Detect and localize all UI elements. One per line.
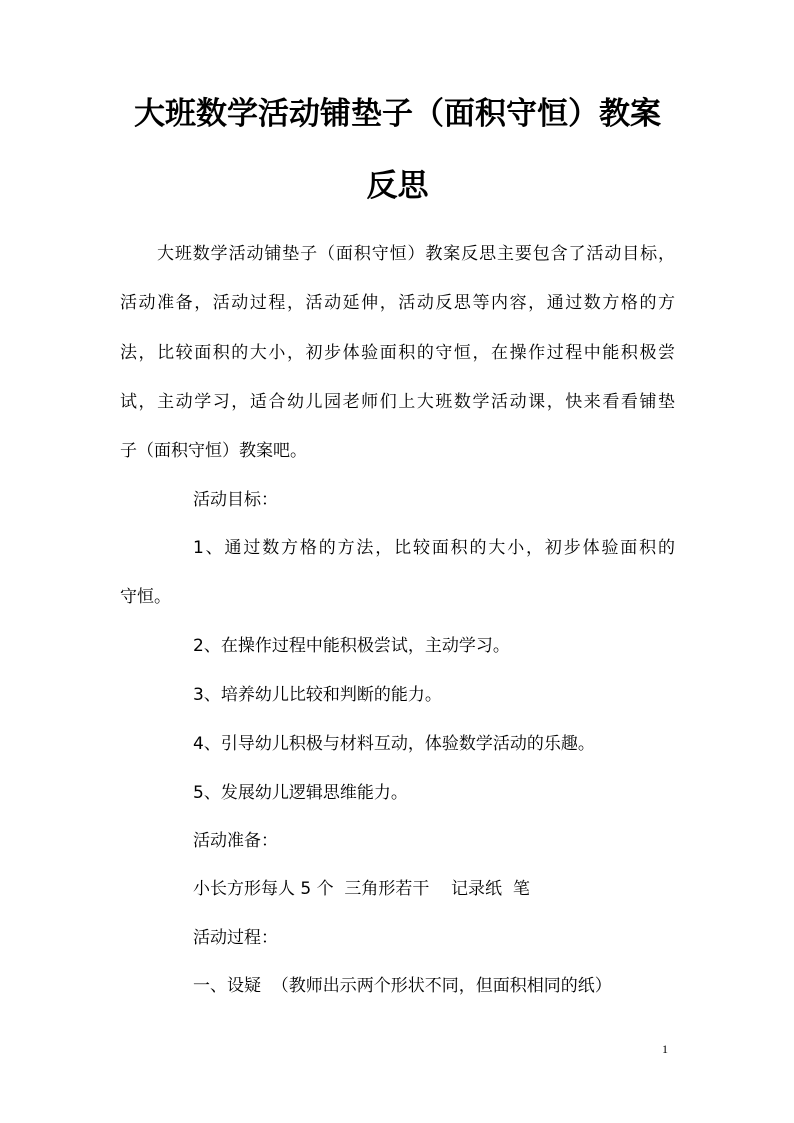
page-number: 1 (662, 1042, 668, 1056)
goal-1-line-1: 1、通过数方格的方法，比较面积的大小，初步体验面积的 (193, 538, 675, 558)
prep-items: 小长方形每人 5 个 三角形若干 记录纸 笔 (193, 879, 530, 899)
goal-5: 5、发展幼儿逻辑思维能力。 (193, 783, 408, 803)
intro-line-1: 大班数学活动铺垫子（面积守恒）教案反思主要包含了活动目标， (157, 244, 675, 264)
document-title-line-2: 反思 (366, 168, 429, 204)
process-step-1: 一、设疑 （教师出示两个形状不同，但面积相同的纸） (193, 976, 612, 996)
goal-4: 4、引导幼儿积极与材料互动，体验数学活动的乐趣。 (193, 734, 595, 754)
goals-heading: 活动目标： (193, 490, 278, 510)
intro-line-3: 法，比较面积的大小，初步体验面积的守恒，在操作过程中能积极尝 (120, 343, 675, 363)
prep-heading: 活动准备： (193, 831, 278, 851)
intro-line-2: 活动准备，活动过程，活动延伸，活动反思等内容，通过数方格的方 (120, 293, 675, 313)
goal-3: 3、培养幼儿比较和判断的能力。 (193, 685, 442, 705)
document-title-line-1: 大班数学活动铺垫子（面积守恒）教案 (134, 96, 661, 132)
goal-2: 2、在操作过程中能积极尝试，主动学习。 (193, 636, 510, 656)
intro-line-5: 子（面积守恒）教案吧。 (120, 441, 307, 461)
goal-1-line-2: 守恒。 (120, 587, 171, 607)
intro-line-4: 试，主动学习，适合幼儿园老师们上大班数学活动课，快来看看铺垫 (120, 392, 675, 412)
process-heading: 活动过程： (193, 928, 278, 948)
